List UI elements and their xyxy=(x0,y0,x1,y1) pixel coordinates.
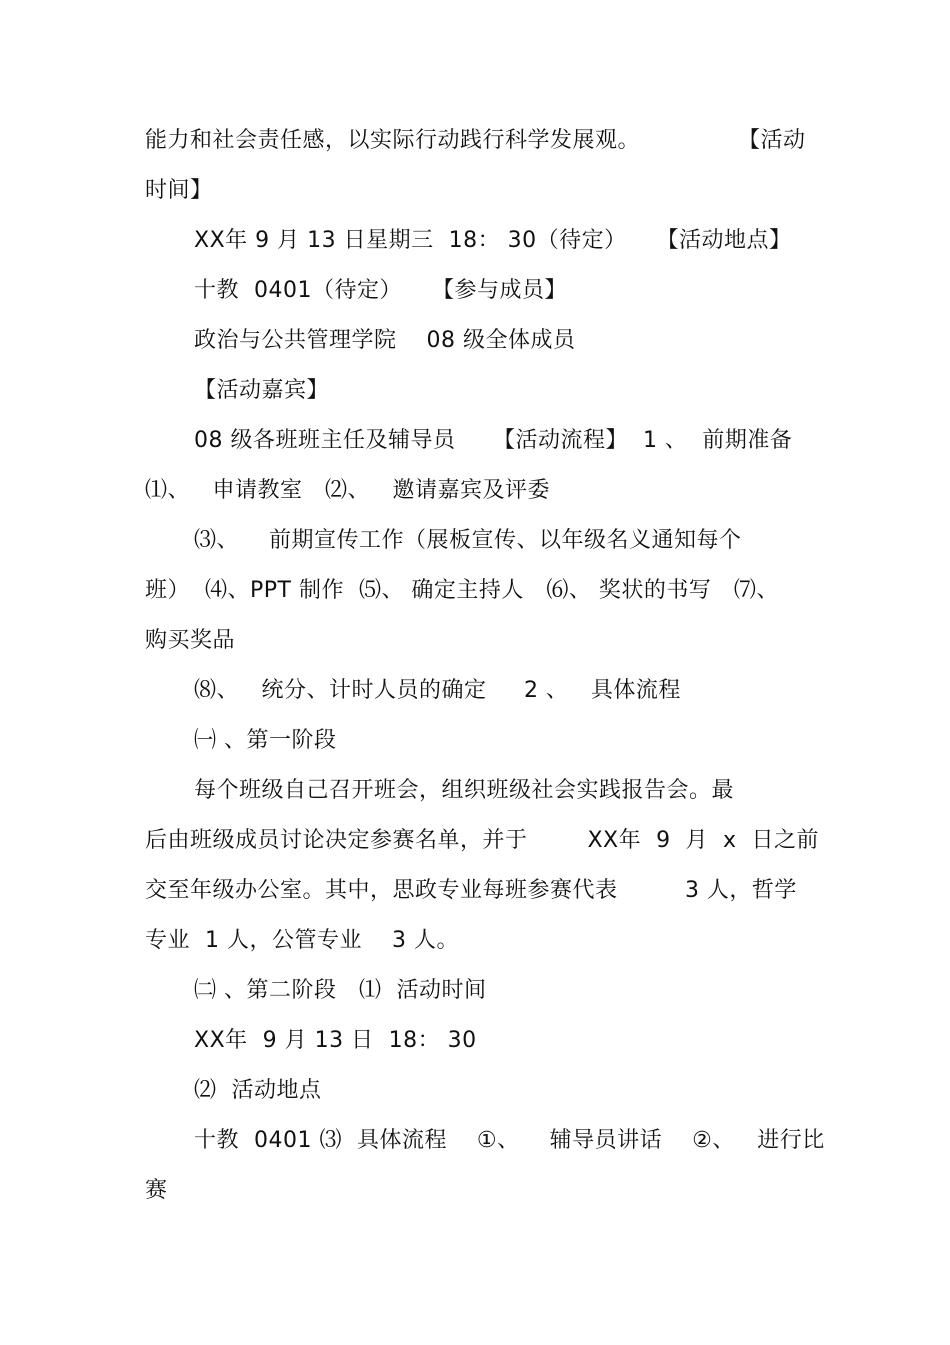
text-line: 【活动 xyxy=(738,128,806,153)
text-line: 每个班级自己召开班会，组织班级社会实践报告会。最 xyxy=(194,778,735,803)
text-line: XX年 9 月 13 日 18： 30 xyxy=(194,1028,477,1053)
text-line: ⑴、 申请教室 ⑵、 邀请嘉宾及评委 xyxy=(145,478,550,503)
text-line: 能力和社会责任感，以实际行动践行科学发展观。 xyxy=(145,128,641,153)
text-line: 十教 0401 ⑶ 具体流程 ①、 辅导员讲话 ②、 进行比 xyxy=(194,1128,825,1153)
text-line: ⑵ 活动地点 xyxy=(194,1078,322,1103)
text-line: 08 级各班班主任及辅导员 【活动流程】 1 、 前期准备 xyxy=(194,428,793,453)
text-line: 【活动嘉宾】 xyxy=(194,378,330,403)
text-line: 后由班级成员讨论决定参赛名单，并于 XX年 9 月 x 日之前 xyxy=(145,828,820,853)
text-line: 十教 0401（待定） 【参与成员】 xyxy=(194,278,567,303)
text-line: 时间】 xyxy=(145,178,213,203)
text-line: XX年 9 月 13 日星期三 18： 30（待定） 【活动地点】 xyxy=(194,228,792,253)
text-line: 购买奖品 xyxy=(145,628,236,653)
text-line: ㈡ 、第二阶段 ⑴ 活动时间 xyxy=(194,978,487,1003)
text-line: 交至年级办公室。其中，思政专业每班参赛代表 3 人，哲学 xyxy=(145,878,797,903)
text-line: ⑶、 前期宣传工作（展板宣传、以年级名义通知每个 xyxy=(194,528,742,553)
text-line: 班） ⑷、PPT 制作 ⑸、 确定主持人 ⑹、 奖状的书写 ⑺、 xyxy=(145,578,779,603)
text-line: 专业 1 人，公管专业 3 人。 xyxy=(145,928,459,953)
text-line: ⑻、 统分、计时人员的确定 2 、 具体流程 xyxy=(194,678,681,703)
text-line: 政治与公共管理学院 08 级全体成员 xyxy=(194,328,576,353)
text-line: 赛 xyxy=(145,1178,168,1203)
text-line: ㈠ 、第一阶段 xyxy=(194,728,337,753)
